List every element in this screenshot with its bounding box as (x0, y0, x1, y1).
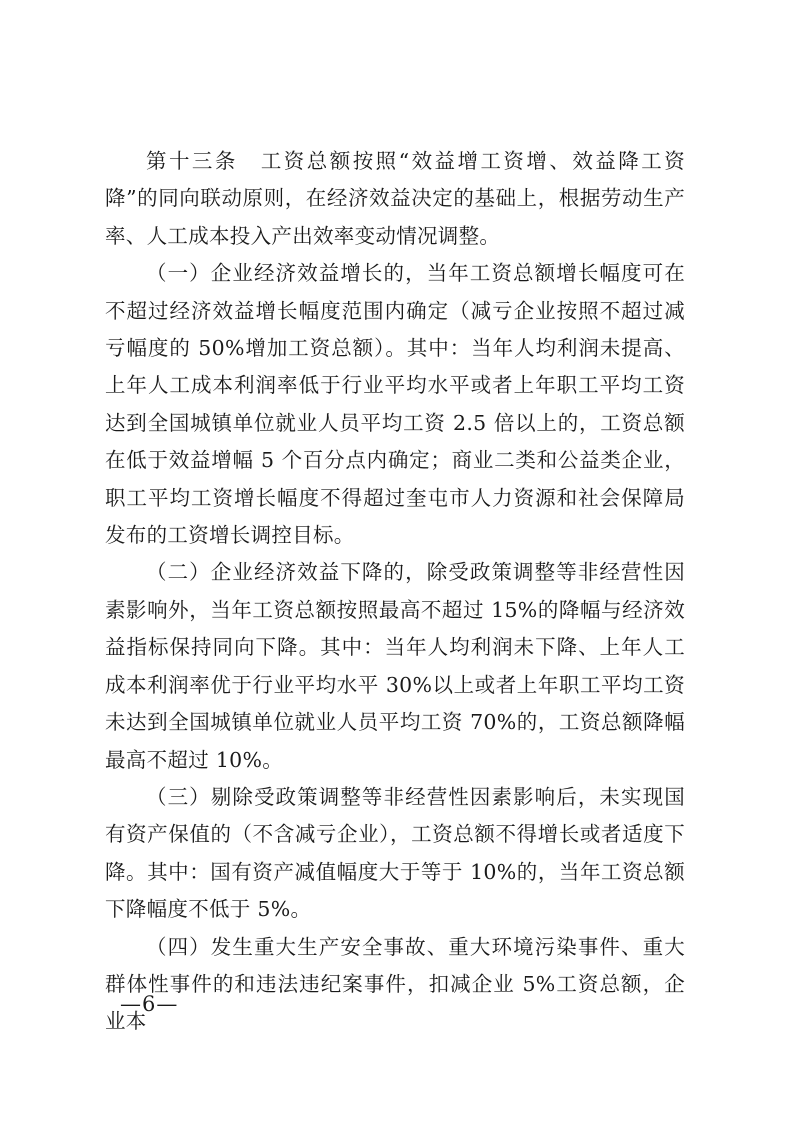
paragraph-item-4: （四）发生重大生产安全事故、重大环境污染事件、重大群体性事件的和违法违纪案事件，扣减企业 5%工资总额，企业本 (105, 934, 685, 1034)
paragraph-item-1: （一）企业经济效益增长的，当年工资总额增长幅度可在不超过经济效益增长幅度范围内确定（减亏企业按照不超过减亏幅度的 50%增加工资总额）。其中：当年人均利润未提高、上年人工成本利润率低于行业平均水平或者上年职工平均工资达到全国城镇单位就业人员平均工资 2.5 倍以上的，工资总额在低于效益增幅 5 个百分点内确定；商业二类和公益类企业，职工平均工资增长幅度不得超过奎屯市人力资源和社会保障局发布的工资增长调控目标。 (105, 261, 685, 548)
page-number: —6— (120, 992, 179, 1016)
paragraph-item-2: （二）企业经济效益下降的，除受政策调整等非经营性因素影响外，当年工资总额按照最高不超过 15%的降幅与经济效益指标保持同向下降。其中：当年人均利润未下降、上年人工成本利润率优于行业平均水平 30%以上或者上年职工平均工资未达到全国城镇单位就业人员平均工资 70%的，工资总额降幅最高不超过 10%。 (105, 560, 685, 772)
document-body (105, 143, 685, 1041)
paragraph-article-13: 第十三条 工资总额按照“效益增工资增、效益降工资降”的同向联动原则，在经济效益决定的基础上，根据劳动生产率、人工成本投入产出效率变动情况调整。 (105, 149, 685, 248)
paragraph-item-3: （三）剔除受政策调整等非经营性因素影响后，未实现国有资产保值的（不含减亏企业），工资总额不得增长或者适度下降。其中：国有资产减值幅度大于等于 10%的，当年工资总额下降幅度不低于 5%。 (105, 784, 685, 922)
